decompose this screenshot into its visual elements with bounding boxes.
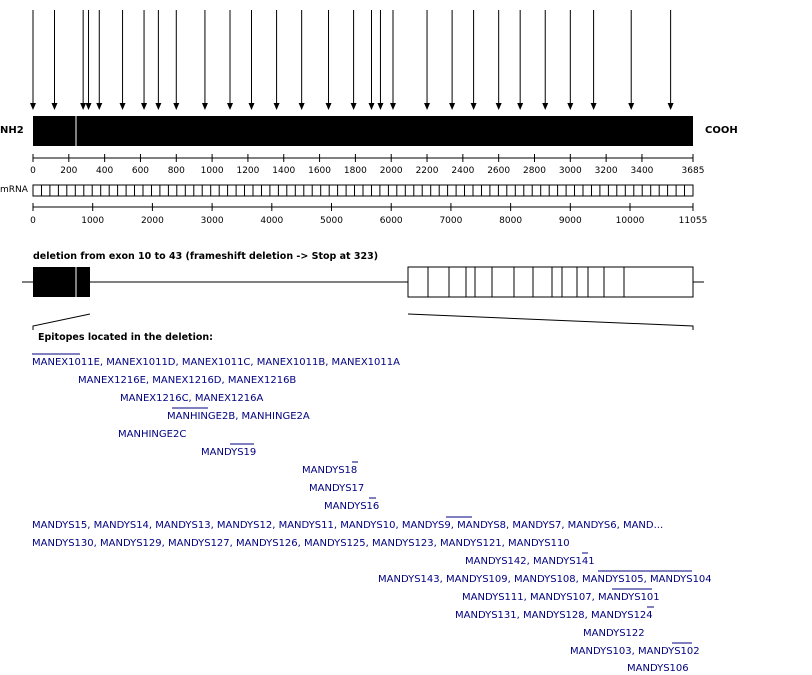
nh2-label: NH2 [0,125,24,136]
epitope-row: MANDYS18 [302,465,358,476]
protein-scale [33,154,693,162]
epitope-arrow [628,10,634,110]
protein-tick-label: 2200 [415,166,439,176]
protein-tick-label: 1400 [272,166,296,176]
protein-tick-label: 1800 [343,166,367,176]
epitope-arrow [471,10,477,110]
protein-tick-label: 3200 [594,166,618,176]
epitope-arrow [567,10,573,110]
deletion-title: deletion from exon 10 to 43 (frameshift deletion -> Stop at 323) [33,251,379,262]
epitope-arrow [155,10,161,110]
epitope-row: MANEX1011E, MANEX1011D, MANEX1011C, MANEX1011B, MANEX1011A [32,357,400,368]
mrna-tick-label: 7000 [439,216,463,226]
epitope-arrow [591,10,597,110]
epitope-arrow [326,10,332,110]
epitope-arrows [30,10,674,110]
epitope-arrow [202,10,208,110]
retained-exon-boxes [408,267,693,297]
protein-tick-label: 2800 [523,166,546,176]
mrna-tick-label: 5000 [320,216,343,226]
epitope-arrow [424,10,430,110]
epitope-row: MANHINGE2C [118,429,187,440]
protein-bar [33,116,693,146]
mrna-tick-label: 0 [30,216,36,226]
protein-tick-label: 3685 [681,166,705,176]
epitope-arrow [80,10,86,110]
epitope-arrow [299,10,305,110]
epitope-row: MANDYS142, MANDYS141 [465,556,595,567]
mrna-tick-label: 6000 [379,216,403,226]
epitope-arrow [668,10,674,110]
zoom-line-right [408,314,693,330]
epitope-row: MANDYS143, MANDYS109, MANDYS108, MANDYS105, MANDYS104 [378,574,712,585]
protein-tick-label: 3400 [630,166,654,176]
epitope-arrow [449,10,455,110]
protein-tick-label: 2400 [451,166,475,176]
epitope-arrow [51,10,57,110]
protein-tick-label: 3000 [558,166,582,176]
mrna-tick-label: 3000 [200,216,224,226]
epitope-row: MANDYS122 [583,628,645,639]
epitope-row: MANHINGE2B, MANHINGE2A [167,411,310,422]
epitope-arrow [30,10,36,110]
epitope-arrow [369,10,375,110]
zoom-line-left [33,314,90,330]
epitope-row: MANDYS17 [309,483,365,494]
mrna-tick-label: 8000 [499,216,523,226]
mrna-tick-label: 9000 [558,216,582,226]
epitope-arrow [390,10,396,110]
protein-tick-label: 1200 [236,166,260,176]
mrna-tick-label: 10000 [615,216,645,226]
epitope-arrow [542,10,548,110]
epitope-row: MANDYS16 [324,501,380,512]
epitope-header: Epitopes located in the deletion: [38,332,213,343]
epitope-row: MANDYS15, MANDYS14, MANDYS13, MANDYS12, MANDYS11, MANDYS10, MANDYS9, MANDYS8, MANDYS7, MANDYS6, MAND... [32,520,664,531]
epitope-arrow [227,10,233,110]
mrna-tick-label: 4000 [260,216,284,226]
mrna-track [33,185,693,196]
epitope-row: MANDYS106 [627,663,689,674]
mrna-tick-label: 2000 [140,216,164,226]
mrna-tick-label: 11055 [678,216,708,226]
mrna-label: mRNA [0,185,28,195]
protein-tick-label: 400 [96,166,114,176]
protein-tick-label: 1600 [308,166,332,176]
epitope-arrow [141,10,147,110]
protein-tick-label: 200 [60,166,78,176]
epitope-arrow [120,10,126,110]
epitope-arrow [517,10,523,110]
epitope-row: MANDYS130, MANDYS129, MANDYS127, MANDYS126, MANDYS125, MANDYS123, MANDYS121, MANDYS110 [32,538,570,549]
cooh-label: COOH [705,125,738,136]
epitope-row: MANDYS131, MANDYS128, MANDYS124 [455,610,653,621]
epitope-arrow [86,10,92,110]
epitope-arrow [96,10,102,110]
epitope-arrow [249,10,255,110]
protein-tick-label: 1000 [200,166,224,176]
protein-tick-label: 2600 [487,166,511,176]
epitope-row: MANDYS111, MANDYS107, MANDYS101 [462,592,660,603]
epitope-row: MANDYS19 [201,447,257,458]
epitope-row: MANDYS103, MANDYS102 [570,646,700,657]
mrna-scale [33,203,693,211]
exon-box-group [408,267,693,297]
mrna-tick-label: 1000 [81,216,105,226]
epitope-row: MANEX1216C, MANEX1216A [120,393,264,404]
protein-tick-label: 2000 [379,166,403,176]
epitope-arrow [351,10,357,110]
protein-tick-label: 0 [30,166,36,176]
protein-tick-label: 600 [131,166,150,176]
epitope-arrow [173,10,179,110]
epitope-arrow [377,10,383,110]
epitope-arrow [274,10,280,110]
retained-exon-block [33,267,90,297]
epitope-arrow [496,10,502,110]
protein-tick-label: 800 [167,166,185,176]
epitope-row: MANEX1216E, MANEX1216D, MANEX1216B [78,375,297,386]
